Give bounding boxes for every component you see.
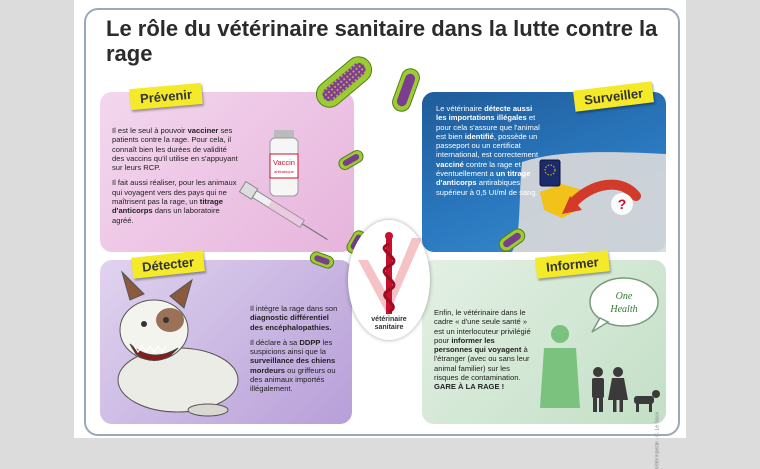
surveiller-text [436, 104, 540, 197]
surveiller-text-b: détecte aussi les importations illégales [436, 104, 533, 123]
surveiller-text-c: et pour cela s'assure que l'animal est bien [436, 113, 540, 141]
detecter-text-1a: Il intègre la rage dans son [250, 304, 338, 313]
detecter-text-2d: surveillance des chiens mordeurs [250, 356, 336, 375]
detecter-panel [100, 260, 352, 424]
prevenir-text-2b: titrage d'anticorps [112, 197, 224, 216]
detecter-text [250, 304, 340, 400]
dog-eye-right [163, 317, 169, 323]
infographic-frame [84, 8, 680, 469]
label-detecter: Détecter [131, 250, 205, 278]
rabid-dog-illustration [100, 260, 240, 424]
detecter-text-2c: les suspicions ainsi que la [250, 337, 333, 357]
label-surveiller: Surveiller [573, 81, 654, 112]
surveiller-text-g: contre la rage et éventuellement a [436, 159, 521, 179]
detecter-text-1b: diagnostic différentiel des encéphalopathies. [250, 313, 332, 332]
virus-icon-2 [390, 66, 422, 114]
surveiller-text-a: Le vétérinaire [436, 104, 485, 113]
detecter-text-2a: Il déclare à sa [250, 337, 300, 347]
logo-caption-line1: vétérinaire [371, 316, 407, 323]
veterinarian-icon [540, 325, 580, 408]
label-prevenir: Prévenir [129, 83, 203, 110]
prevenir-text-1c: ses patients contre la rage. Pour cela, il connaît bien les durées de validité des vaccins qu'il utilise en s'appuyant sur leurs RCP. [112, 126, 238, 173]
informer-text-b: informer les personnes qui voyagent [434, 335, 522, 355]
detecter-text-2e: ou griffeurs ou des animaux importés illégalement. [250, 365, 336, 394]
one-health-text-1: One [615, 291, 633, 302]
one-health-illustration [530, 268, 664, 418]
passport-icon [540, 160, 560, 186]
vial-label-text: Vaccin [273, 158, 295, 167]
speech-bubble-tail [592, 318, 608, 332]
prevenir-text-2a: Il fait aussi réaliser, pour les animaux qui voyagent vers des pays qui ne maîtrisent pas la rage, un [112, 178, 237, 207]
page-title: Le rôle du vétérinaire sanitaire dans la lutte contre la rage [106, 16, 658, 66]
informer-text-d: GARE À LA RAGE ! [434, 382, 505, 392]
credit-text: Vétérinpeste - C. Le Saux [654, 412, 660, 469]
prevenir-text-1b: vacciner [187, 126, 219, 135]
one-health-text-2: Health [610, 304, 638, 315]
traveller-man-icon [592, 367, 604, 412]
vial-cap [274, 130, 294, 138]
vaccine-illustration [240, 120, 350, 240]
dog-eye-left [141, 321, 147, 327]
dog-paw [188, 404, 228, 416]
question-mark: ? [617, 196, 627, 212]
label-informer: Informer [535, 250, 610, 278]
surveiller-text-d: identifié [464, 131, 494, 141]
informer-text-c: à l'étranger (avec ou sans leur animal familier) sur les risques de contamination. [434, 345, 530, 383]
vial-label-subtext: antirabique [274, 169, 294, 174]
surveiller-text-h: un titrage d'anticorps [436, 169, 531, 188]
infographic-sheet [74, 0, 686, 469]
logo-caption [348, 316, 430, 332]
prevenir-text-1a: Il est le seul à pouvoir [112, 126, 188, 135]
logo-caption-line2: sanitaire [374, 324, 404, 331]
informer-text-a: Enfin, le vétérinaire dans le cadre « d'une seule santé » est un interlocuteur privilégié pour [434, 308, 531, 345]
dog-silhouette-icon [634, 390, 660, 412]
surveiller-text-e: , possède un passeport ou un certificat international, est correctement [436, 131, 539, 160]
dog-body [118, 348, 238, 412]
prevenir-text [112, 126, 240, 231]
surveiller-text-i: antirabiques supérieur à 0,5 UI/ml de sang. [436, 178, 538, 197]
traveller-woman-icon [608, 367, 628, 412]
prevenir-text-2c: dans un laboratoire agréé. [112, 206, 220, 225]
informer-text [434, 308, 532, 392]
detecter-text-2b: DDPP [299, 337, 321, 347]
informer-panel [422, 260, 666, 469]
veterinaire-sanitaire-logo [348, 220, 430, 340]
dog-brown-patch [156, 308, 184, 332]
dog-ear-right [170, 280, 192, 308]
surveiller-text-f: vacciné [436, 159, 464, 169]
surveiller-panel [422, 92, 666, 252]
prevenir-panel [100, 92, 354, 252]
